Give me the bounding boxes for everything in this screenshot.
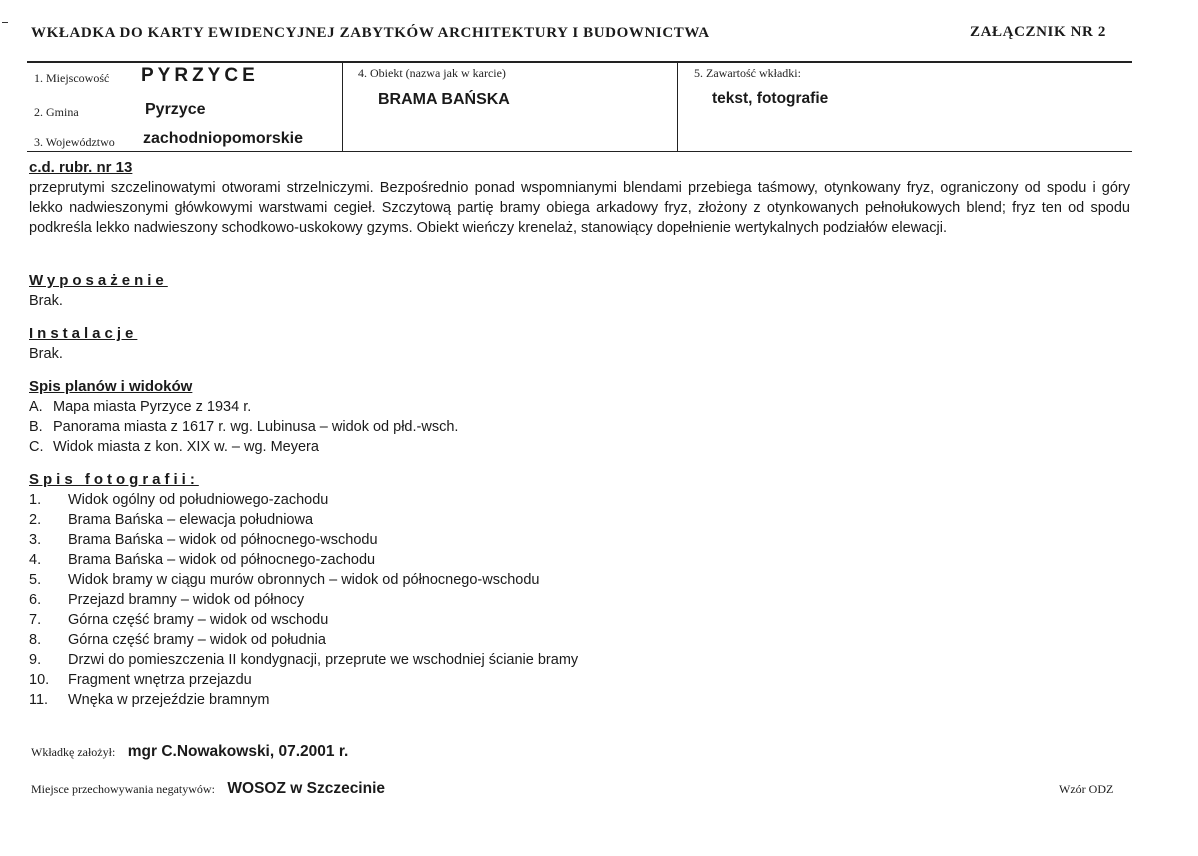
- content-value: tekst, fotografie: [712, 90, 829, 107]
- list-item: B. Panorama miasta z 1617 r. wg. Lubinusa – widok od płd.-wsch.: [29, 419, 459, 435]
- list-item: 4. Brama Bańska – widok od północnego-zachodu: [29, 552, 376, 568]
- document-title: WKŁADKA DO KARTY EWIDENCYJNEJ ZABYTKÓW ARCHITEKTURY I BUDOWNICTWA: [31, 25, 710, 41]
- photos-list: [29, 490, 578, 710]
- list-item: C. Widok miasta z kon. XIX w. – wg. Meyera: [29, 439, 319, 455]
- continuation-heading: c.d. rubr. nr 13: [29, 159, 133, 176]
- plans-list: [29, 397, 458, 457]
- object-value: BRAMA BAŃSKA: [378, 91, 510, 108]
- template-mark: Wzór ODZ: [1059, 782, 1114, 796]
- object-label: 4. Obiekt (nazwa jak w karcie): [358, 66, 506, 80]
- continuation-paragraph: przeprutymi szczelinowatymi otworami strzelniczymi. Bezpośrednio ponad wspomnianymi blendami przebiega taśmowy, otynkowany fryz, ograniczony od spodu i góry lekko nadwieszonymi główkowymi warstwami cegieł. Szczytową partię bramy obiega arkadowy fryz, złożony z otynkowanych pełnołukowych blend; fryz ten od spodu podkreśla lekko nadwieszony schodkowo-uskokowy gzyms. Obiekt wieńczy krenelaż, stanowiący dopełnienie wertykalnych podziałów elewacji.: [29, 180, 1130, 236]
- locality-value: PYRZYCE: [141, 65, 259, 86]
- content-label: 5. Zawartość wkładki:: [694, 66, 801, 80]
- equipment-text: Brak.: [29, 293, 63, 309]
- list-item: 11. Wnęka w przejeździe bramnym: [29, 692, 270, 708]
- author-label: Wkładkę założył:: [31, 745, 116, 759]
- annex-number: ZAŁĄCZNIK NR 2: [970, 24, 1106, 40]
- negatives-row: [31, 780, 385, 798]
- list-item: 5. Widok bramy w ciągu murów obronnych – widok od północnego-wschodu: [29, 572, 540, 588]
- list-item: 7. Górna część bramy – widok od wschodu: [29, 612, 329, 628]
- commune-label: 2. Gmina: [34, 105, 79, 119]
- negatives-label: Miejsce przechowywania negatywów:: [31, 782, 215, 796]
- list-item: 6. Przejazd bramny – widok od północy: [29, 592, 305, 608]
- installations-heading: Instalacje: [29, 325, 138, 342]
- photos-heading: Spis fotografii:: [29, 471, 199, 488]
- list-item: 10. Fragment wnętrza przejazdu: [29, 672, 252, 688]
- locality-label: 1. Miejscowość: [34, 71, 110, 85]
- list-item: 9. Drzwi do pomieszczenia II kondygnacji, przeprute we wschodniej ścianie bramy: [29, 652, 579, 668]
- form-divider-1: [342, 63, 343, 151]
- list-item: 1. Widok ogólny od południowego-zachodu: [29, 492, 329, 508]
- list-item: 3. Brama Bańska – widok od północnego-wschodu: [29, 532, 378, 548]
- author-value: mgr C.Nowakowski, 07.2001 r.: [127, 743, 349, 760]
- plans-heading: Spis planów i widoków: [29, 378, 193, 395]
- margin-mark: [2, 22, 8, 23]
- form-divider-2: [677, 63, 678, 151]
- list-item: 8. Górna część bramy – widok od południa: [29, 632, 326, 648]
- voivodeship-value: zachodniopomorskie: [143, 130, 304, 147]
- negatives-value: WOSOZ w Szczecinie: [227, 780, 386, 797]
- voivodeship-label: 3. Województwo: [34, 135, 115, 149]
- author-row: [31, 743, 348, 761]
- installations-text: Brak.: [29, 346, 63, 362]
- list-item: A. Mapa miasta Pyrzyce z 1934 r.: [29, 399, 252, 415]
- list-item: 2. Brama Bańska – elewacja południowa: [29, 512, 314, 528]
- equipment-heading: Wyposażenie: [29, 272, 168, 289]
- commune-value: Pyrzyce: [145, 101, 206, 118]
- record-form-table: [27, 61, 1132, 152]
